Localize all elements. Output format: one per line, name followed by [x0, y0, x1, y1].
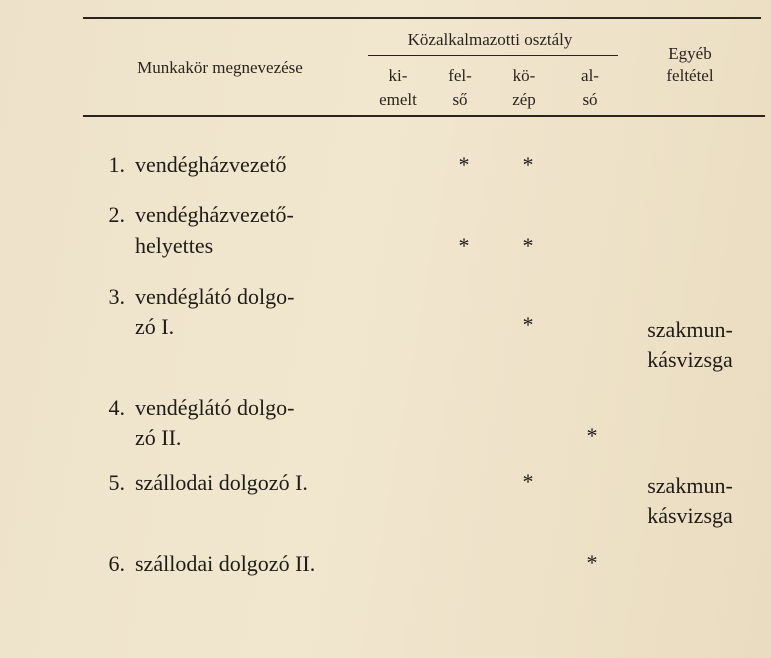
- header-group-rule: [368, 55, 618, 56]
- subcol-felso-l2: ső: [452, 90, 468, 109]
- subcol-kozep-l1: kö-: [512, 66, 536, 85]
- row-number: 4.: [108, 395, 125, 420]
- row-mark-kozep: *: [522, 233, 534, 258]
- table-top-rule: [83, 17, 761, 19]
- header-other-l2: feltétel: [666, 66, 714, 85]
- table-header-rule: [83, 115, 765, 117]
- row-mark-also: *: [586, 550, 598, 575]
- row-mark-felso: *: [458, 233, 470, 258]
- header-other-l1: Egyéb: [668, 44, 712, 63]
- subcol-also-l1: al-: [581, 66, 599, 85]
- subcol-kozep-l2: zép: [512, 90, 536, 109]
- row-mark-kozep: *: [522, 312, 534, 337]
- row-mark-kozep: *: [522, 152, 534, 177]
- subcol-also-l2: só: [582, 90, 598, 109]
- row-job-name: vendégházvezető: [135, 152, 287, 177]
- row-job-name: szállodai dolgozó I.: [135, 470, 308, 495]
- row-job-name: szállodai dolgozó II.: [135, 551, 316, 576]
- row-other-condition: szakmun-: [647, 473, 733, 498]
- row-job-name: vendéglátó dolgo-: [135, 284, 295, 309]
- row-other-condition-cont: kásvizsga: [647, 503, 733, 528]
- row-mark-kozep: *: [522, 469, 534, 494]
- row-number: 1.: [108, 152, 125, 177]
- subcol-felso-l1: fel-: [448, 66, 472, 85]
- row-number: 2.: [108, 202, 125, 227]
- subcol-kiemelt-l1: ki-: [388, 66, 408, 85]
- header-group-title: Közalkalmazotti osztály: [407, 30, 573, 49]
- row-number: 5.: [108, 470, 125, 495]
- row-other-condition: szakmun-: [647, 317, 733, 342]
- row-job-name: vendéglátó dolgo-: [135, 395, 295, 420]
- row-number: 6.: [108, 551, 125, 576]
- subcol-kiemelt-l2: emelt: [379, 90, 417, 109]
- row-mark-felso: *: [458, 152, 470, 177]
- row-job-name-cont: zó II.: [135, 425, 182, 450]
- row-job-name-cont: helyettes: [135, 233, 214, 258]
- row-other-condition-cont: kásvizsga: [647, 347, 733, 372]
- header-job-title: Munkakör megnevezése: [137, 58, 303, 77]
- row-number: 3.: [108, 284, 125, 309]
- row-job-name-cont: zó I.: [135, 314, 175, 339]
- row-job-name: vendégházvezető-: [135, 202, 294, 227]
- row-mark-also: *: [586, 423, 598, 448]
